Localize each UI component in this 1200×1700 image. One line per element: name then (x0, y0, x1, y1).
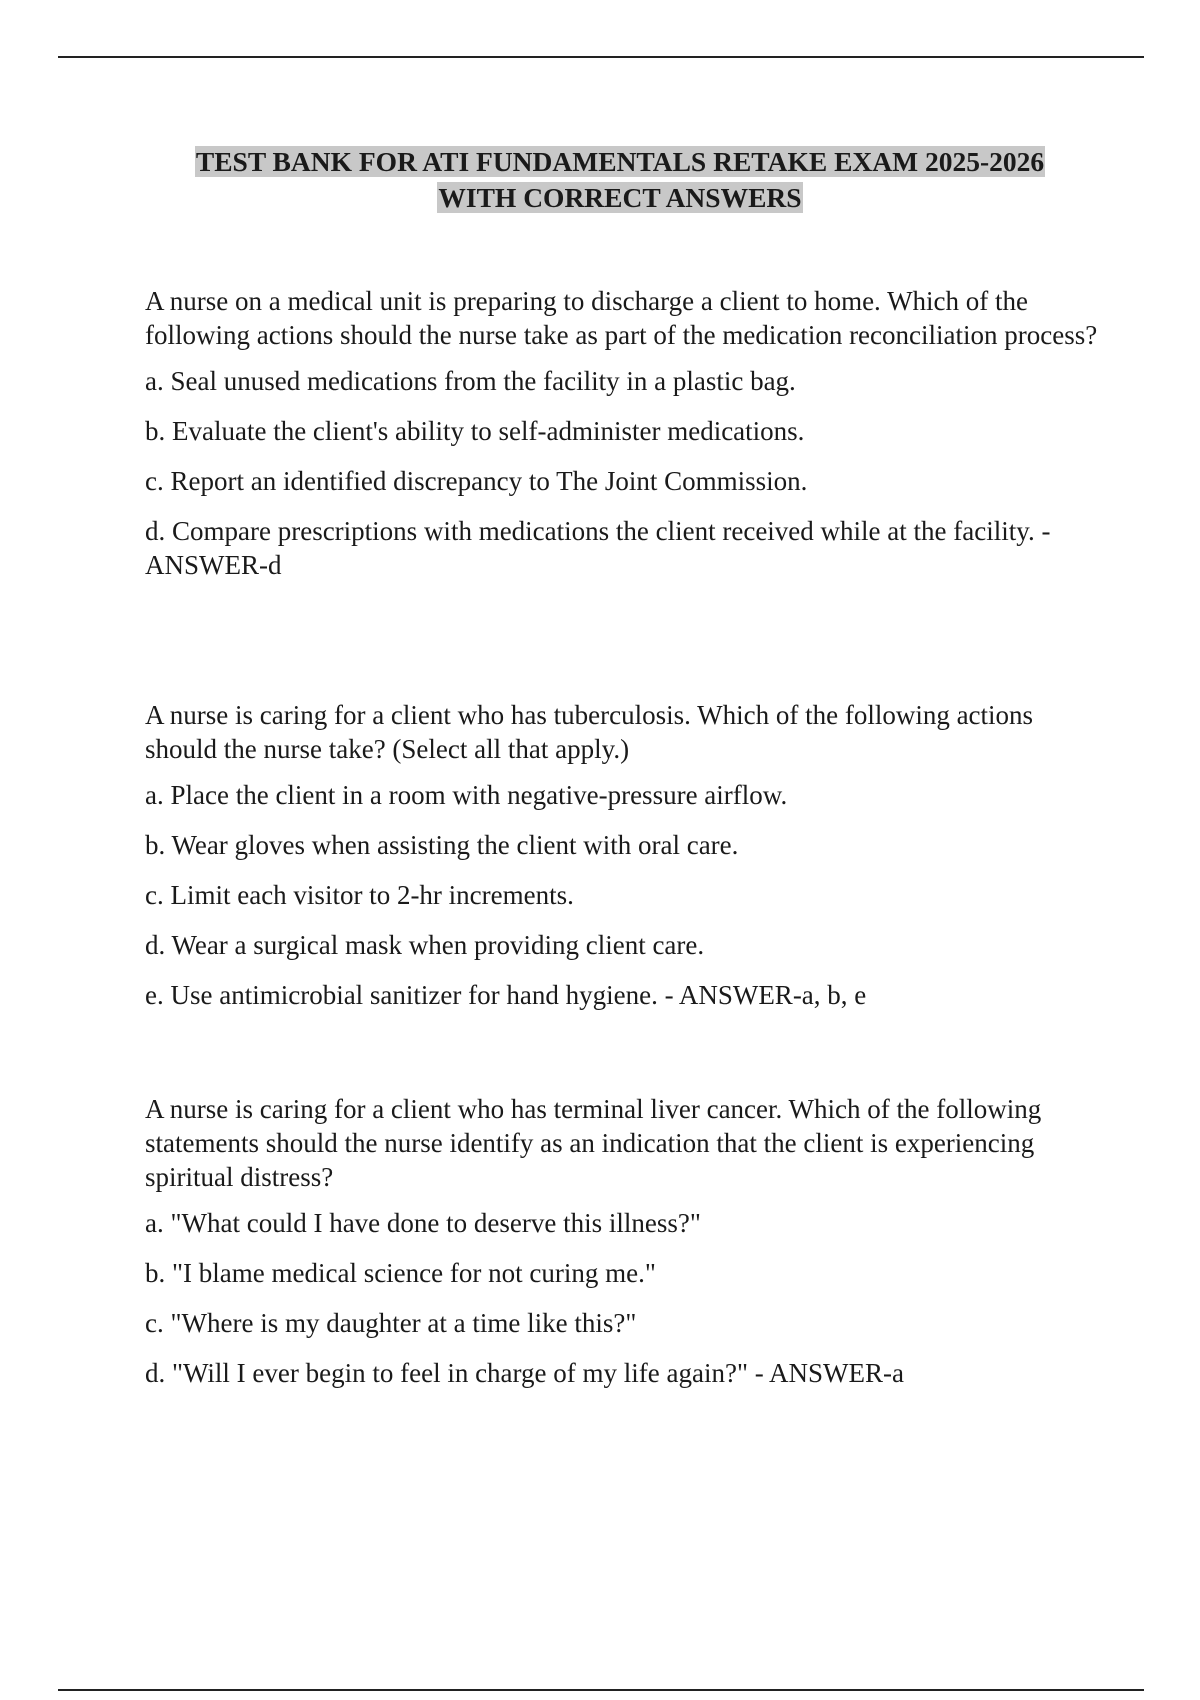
question-1 (145, 284, 1105, 582)
top-rule (58, 56, 1144, 58)
answer-option-d: d. Wear a surgical mask when providing client care. (145, 930, 705, 960)
answer-option-c: c. "Where is my daughter at a time like this?" (145, 1308, 637, 1338)
answer-option-b: b. Wear gloves when assisting the client with oral care. (145, 830, 739, 860)
bottom-rule (58, 1689, 1144, 1691)
title-line-1: TEST BANK FOR ATI FUNDAMENTALS RETAKE EXAM 2025-2026 (195, 146, 1045, 177)
answer-option-a: a. Seal unused medications from the facility in a plastic bag. (145, 366, 796, 396)
document-title (100, 144, 1140, 216)
answer-option-b: b. "I blame medical science for not curing me." (145, 1258, 656, 1288)
answer-option-c: c. Limit each visitor to 2-hr increments. (145, 880, 574, 910)
answer-option-b: b. Evaluate the client's ability to self-administer medications. (145, 416, 805, 446)
answer-option-c: c. Report an identified discrepancy to The Joint Commission. (145, 466, 808, 496)
answer-option-e: e. Use antimicrobial sanitizer for hand hygiene. - ANSWER-a, b, e (145, 980, 867, 1010)
answer-option-d: d. Compare prescriptions with medications the client received while at the facility. - ANSWER-d (145, 516, 1051, 580)
question-stem: A nurse is caring for a client who has terminal liver cancer. Which of the following statements should the nurse identify as an indication that the client is experiencing spiritual distress? (145, 1094, 1042, 1192)
answer-option-a: a. "What could I have done to deserve this illness?" (145, 1208, 701, 1238)
answer-option-a: a. Place the client in a room with negative-pressure airflow. (145, 780, 788, 810)
question-2 (145, 698, 1105, 1012)
title-line-2: WITH CORRECT ANSWERS (438, 182, 802, 213)
question-stem: A nurse on a medical unit is preparing to discharge a client to home. Which of the following actions should the nurse take as part of the medication reconciliation process? (145, 286, 1098, 350)
question-3 (145, 1092, 1105, 1390)
answer-option-d: d. "Will I ever begin to feel in charge of my life again?" - ANSWER-a (145, 1358, 904, 1388)
question-stem: A nurse is caring for a client who has tuberculosis. Which of the following actions should the nurse take? (Select all that apply.) (145, 700, 1034, 764)
